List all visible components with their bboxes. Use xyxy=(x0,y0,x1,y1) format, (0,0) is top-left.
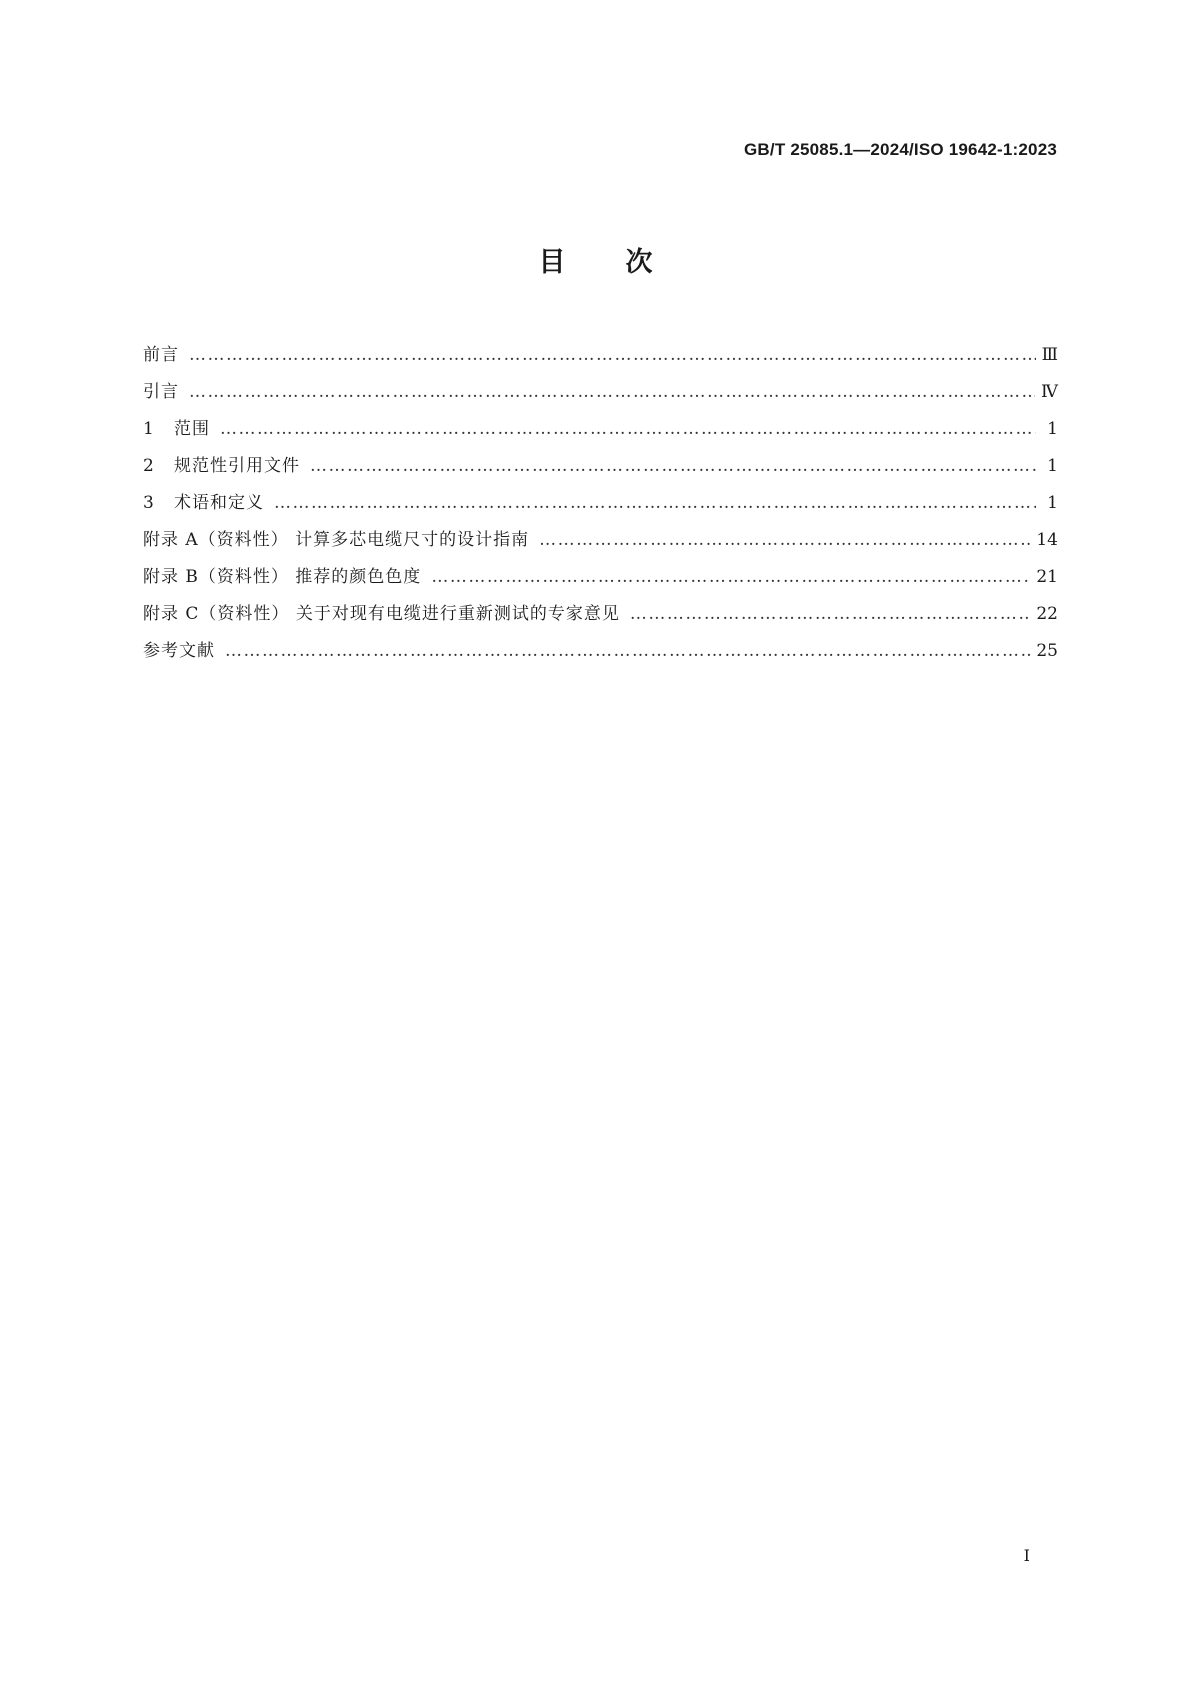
toc-entry-page: 14 xyxy=(1036,530,1058,550)
toc-entry-label: 前言 xyxy=(143,345,179,365)
toc-entry-introduction[interactable] xyxy=(143,377,1058,414)
toc-entry-number: 3 xyxy=(143,493,155,513)
toc-leader-dots xyxy=(310,456,1036,476)
toc-leader-dots xyxy=(431,567,1030,587)
toc-entry-scope[interactable] xyxy=(143,414,1058,451)
toc-entry-annex-c[interactable] xyxy=(143,599,1058,636)
toc-list xyxy=(143,340,1058,673)
toc-entry-page: 1 xyxy=(1047,493,1058,513)
toc-entry-page: Ⅳ xyxy=(1041,382,1058,402)
toc-leader-dots xyxy=(539,530,1030,550)
toc-entry-page: 1 xyxy=(1047,456,1058,476)
toc-entry-label: 附录 C（资料性） 关于对现有电缆进行重新测试的专家意见 xyxy=(143,604,620,624)
toc-entry-title: 范围 xyxy=(174,419,210,439)
toc-entry-page: 21 xyxy=(1036,567,1058,587)
toc-entry-foreword[interactable] xyxy=(143,340,1058,377)
toc-title: 目次 xyxy=(538,247,713,278)
standard-code: GB/T 25085.1—2024/ISO 19642-1:2023 xyxy=(744,140,1057,159)
toc-entry-label xyxy=(143,451,300,476)
toc-leader-dots xyxy=(225,641,1030,661)
toc-entry-label: 附录 B（资料性） 推荐的颜色色度 xyxy=(143,567,422,587)
toc-leader-dots xyxy=(220,419,1036,439)
toc-entry-number: 1 xyxy=(143,419,155,439)
toc-leader-dots xyxy=(630,604,1031,624)
toc-entry-page: 22 xyxy=(1036,604,1058,624)
toc-entry-label xyxy=(143,414,210,439)
toc-entry-label: 引言 xyxy=(143,382,179,402)
toc-entry-label: 附录 A（资料性） 计算多芯电缆尺寸的设计指南 xyxy=(143,530,530,550)
toc-entry-bibliography[interactable] xyxy=(143,636,1058,673)
toc-entry-normative-references[interactable] xyxy=(143,451,1058,488)
toc-leader-dots xyxy=(189,345,1036,365)
toc-entry-page: Ⅲ xyxy=(1041,345,1058,365)
toc-entry-label: 参考文献 xyxy=(143,641,215,661)
toc-entry-page: 1 xyxy=(1047,419,1058,439)
toc-entry-page: 25 xyxy=(1036,641,1058,661)
toc-entry-annex-a[interactable] xyxy=(143,525,1058,562)
toc-entry-terms-definitions[interactable] xyxy=(143,488,1058,525)
toc-leader-dots xyxy=(274,493,1036,513)
toc-entry-title: 规范性引用文件 xyxy=(174,456,300,476)
toc-entry-annex-b[interactable] xyxy=(143,562,1058,599)
toc-entry-label xyxy=(143,488,264,513)
toc-leader-dots xyxy=(189,382,1035,402)
page-number: Ⅰ xyxy=(1023,1546,1030,1565)
toc-entry-title: 术语和定义 xyxy=(174,493,264,513)
toc-entry-number: 2 xyxy=(143,456,155,476)
